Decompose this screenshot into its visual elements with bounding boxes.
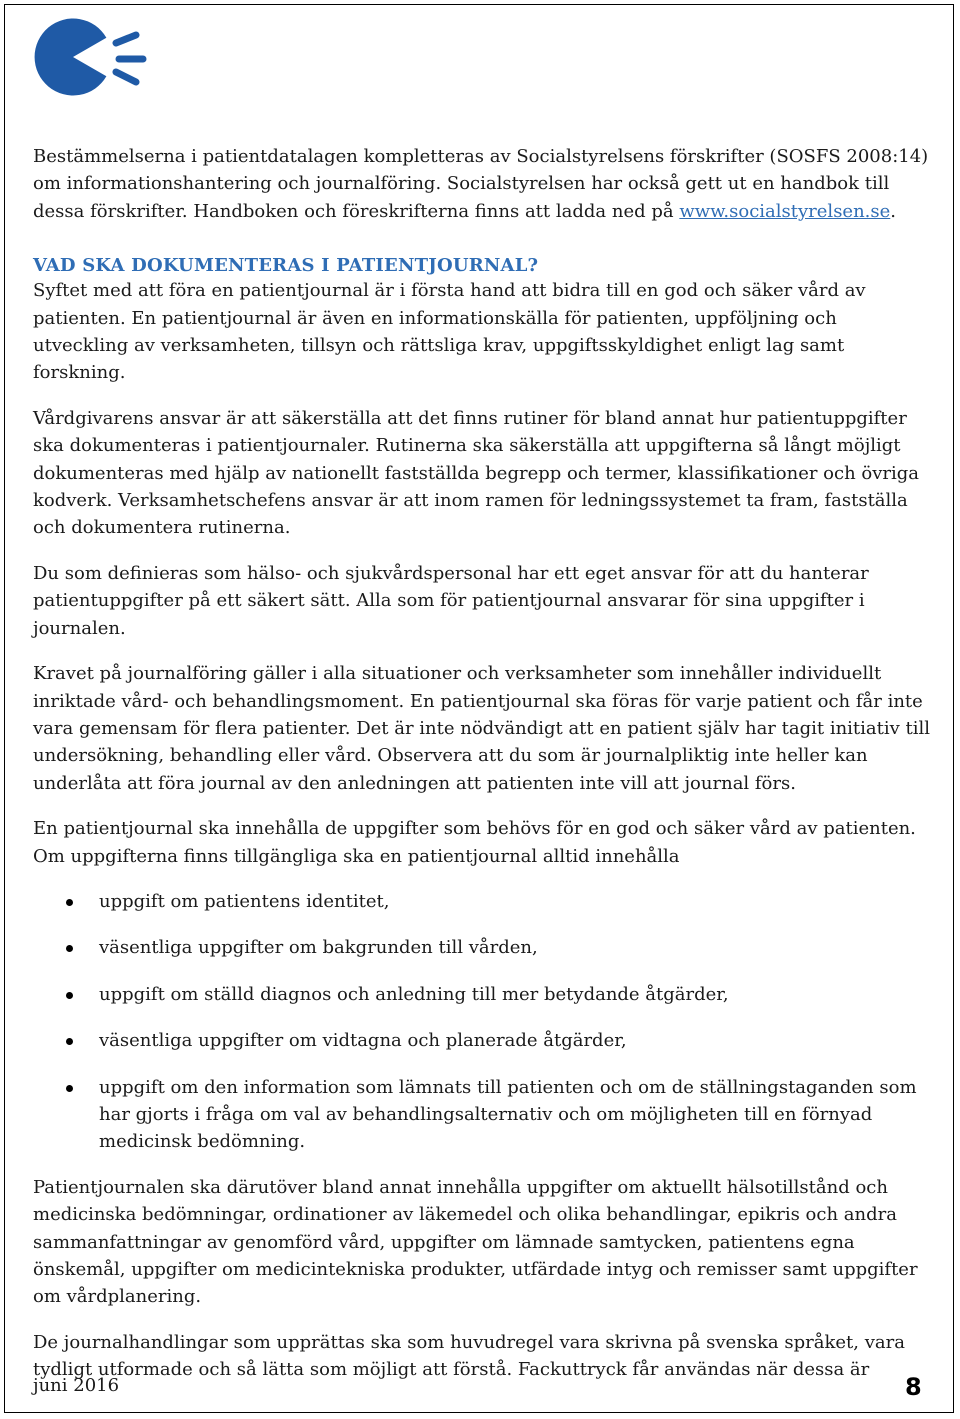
list-item: uppgift om den information som lämnats till patienten och om de ställningstaganden som har gjorts i fråga om val av behandlingsalternativ och om möjligheten till en förnyad medicinsk bedömning. — [33, 1074, 933, 1156]
list-item: uppgift om ställd diagnos och anledning till mer betydande åtgärder, — [33, 981, 933, 1008]
list-item: väsentliga uppgifter om vidtagna och planerade åtgärder, — [33, 1027, 933, 1054]
paragraph-personnel: Du som definieras som hälso- och sjukvårdspersonal har ett eget ansvar för att du hanterar patientuppgifter på ett säkert sätt. Alla som för patientjournal ansvarar för sina uppgifter i journalen. — [33, 562, 869, 639]
document-page — [4, 4, 954, 1413]
paragraph-purpose: Syftet med att föra en patientjournal är i första hand att bidra till en god och säker vård av patienten. En patientjournal är även en informationskälla för patienten, uppföljning och utveckling av verksamheten, tillsyn och rättsliga krav, uppgiftsskyldighet enligt lag samt forskning. — [33, 280, 866, 384]
socialstyrelsen-link[interactable]: www.socialstyrelsen.se — [679, 200, 891, 222]
pacman-logo-icon — [33, 15, 149, 103]
contents-list — [33, 888, 933, 1156]
paragraph-additional: Patientjournalen ska därutöver bland annat innehålla uppgifter om aktuellt hälsotillstånd och medicinska bedömningar, ordinationer av läkemedel och olika behandlingar, epikris och andra sammanfattningar av genomförd vård, uppgifter om lämnade samtycken, patientens egna önskemål, uppgifter om medicintekniska produkter, utfärdade intyg och remisser samt uppgifter om vårdplanering. — [33, 1176, 918, 1308]
list-item: väsentliga uppgifter om bakgrunden till vården, — [33, 934, 933, 961]
bullet-dot-icon — [66, 899, 73, 906]
paragraph-care-provider: Vårdgivarens ansvar är att säkerställa att det finns rutiner för bland annat hur patientuppgifter ska dokumenteras i patientjournaler. Rutinerna ska säkerställa att uppgifterna så långt möjligt dokumenteras med hjälp av nationellt fastställda begrepp och termer, klassifikationer och övriga kodverk. Verksamhetschefens ansvar är att inom ramen för ledningssystemet ta fram, fastställa och dokumentera rutinerna. — [33, 407, 920, 539]
paragraph-language: De journalhandlingar som upprättas ska som huvudregel vara skrivna på svenska språket, vara tydligt utformade och så lätta som möjligt att förstå. Fackuttryck får användas när dessa är — [33, 1331, 905, 1381]
page-number: 8 — [905, 1373, 922, 1401]
bullet-dot-icon — [66, 945, 73, 952]
intro-paragraph: Bestämmelserna i patientdatalagen kompletteras av Socialstyrelsens förskrifter (SOSFS 2008:14) om informationshantering och journalföring. Socialstyrelsen har också gett ut en handbok till dessa förskrifter. Handboken och föreskrifterna finns att ladda ned på www.socialstyrelsen.se. — [33, 146, 929, 222]
document-body — [33, 143, 933, 1384]
bullet-dot-icon — [66, 1038, 73, 1045]
paragraph-contents: En patientjournal ska innehålla de uppgifter som behövs för en god och säker vård av patienten. Om uppgifterna finns tillgängliga ska en patientjournal alltid innehålla — [33, 818, 916, 867]
section-heading: VAD SKA DOKUMENTERAS I PATIENTJOURNAL? — [33, 255, 539, 277]
bullet-dot-icon — [66, 992, 73, 999]
bullet-dot-icon — [66, 1085, 73, 1092]
paragraph-requirement: Kravet på journalföring gäller i alla situationer och verksamheter som innehåller individuellt inriktade vård- och behandlingsmoment. En patientjournal ska föras för varje patient och får inte vara gemensam för flera patienter. Det är inte nödvändigt att en patient själv har tagit initiativ till undersökning, behandling eller vård. Observera att du som är journalpliktig inte heller kan underlåta att föra journal av den anledningen att patienten inte vill att journal förs. — [33, 663, 931, 794]
footer-date: juni 2016 — [33, 1375, 120, 1396]
list-item: uppgift om patientens identitet, — [33, 888, 933, 915]
